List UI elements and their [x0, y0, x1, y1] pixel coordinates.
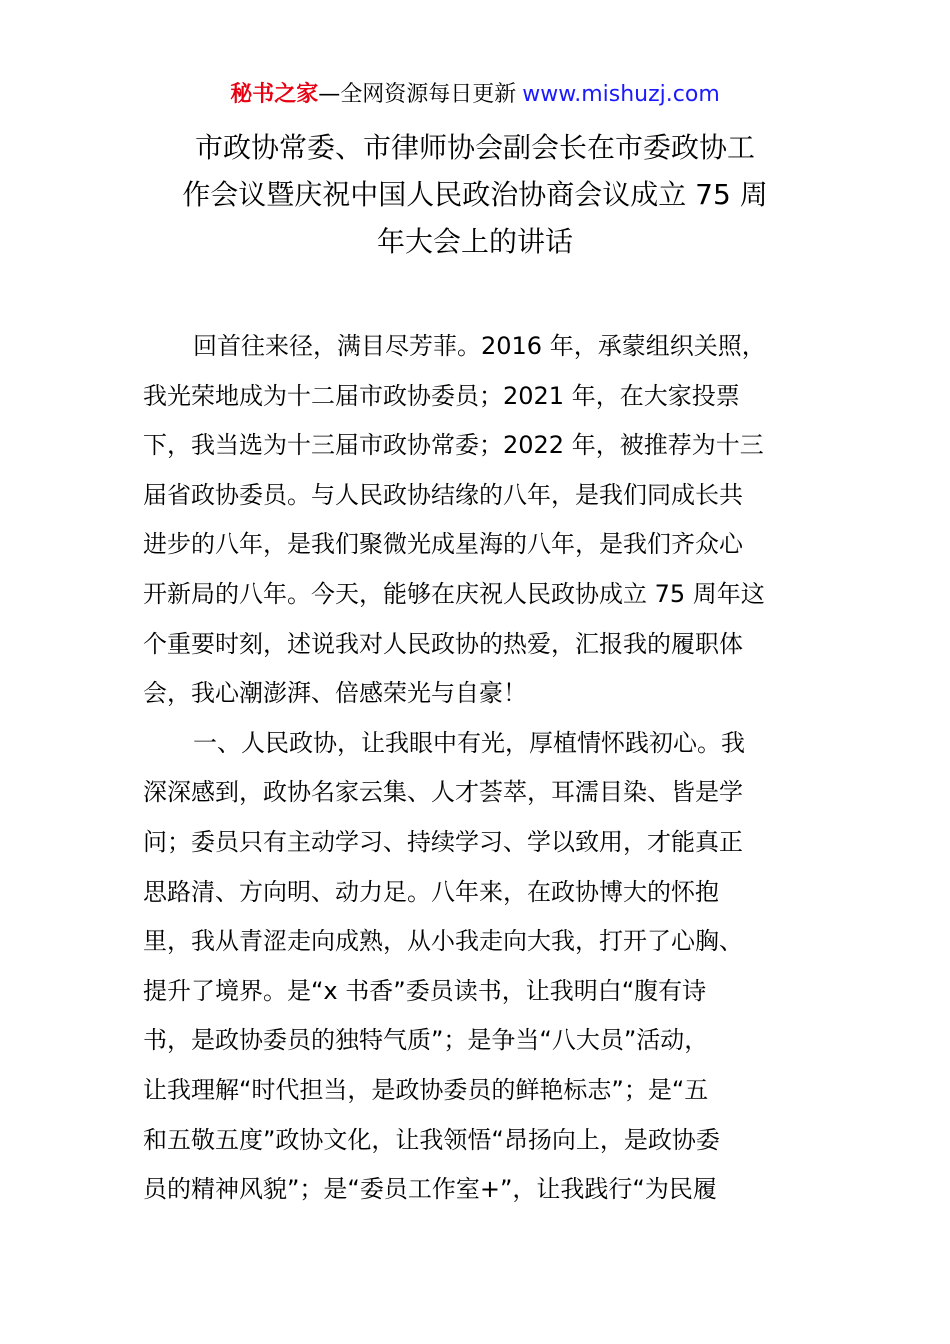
document-title — [130, 124, 820, 265]
paragraph-line: 提升了境界。是“x 书香”委员读书，让我明白“腹有诗 — [143, 976, 707, 1005]
brand-name: 秘书之家 — [230, 82, 319, 107]
paragraph-line: 一、人民政协，让我眼中有光，厚植情怀践初心。我 — [193, 728, 745, 757]
paragraph-line: 深深感到，政协名家云集、人才荟萃，耳濡目染、皆是学 — [143, 778, 743, 807]
paragraph-line: 里，我从青涩走向成熟，从小我走向大我，打开了心胸、 — [143, 927, 743, 956]
site-link[interactable]: www.mishuzj.com — [522, 82, 720, 107]
paragraph-line: 我光荣地成为十二届市政协委员；2021 年，在大家投票 — [143, 381, 740, 410]
paragraph-line: 个重要时刻，述说我对人民政协的热爱，汇报我的履职体 — [143, 629, 743, 658]
title-line: 作会议暨庆祝中国人民政治协商会议成立 75 周 — [182, 178, 768, 211]
paragraph-line: 会，我心潮澎湃、倍感荣光与自豪！ — [143, 679, 527, 708]
site-header — [0, 78, 950, 112]
paragraph-line: 进步的八年，是我们聚微光成星海的八年，是我们齐众心 — [143, 530, 743, 559]
paragraph-line: 思路清、方向明、动力足。八年来，在政协博大的怀抱 — [143, 877, 719, 906]
paragraph-line: 开新局的八年。今天，能够在庆祝人民政协成立 75 周年这 — [143, 579, 765, 608]
header-tagline: —全网资源每日更新 — [318, 82, 517, 107]
paragraph-line: 问；委员只有主动学习、持续学习、学以致用，才能真正 — [143, 827, 743, 856]
paragraph-line: 让我理解“时代担当，是政协委员的鲜艳标志”；是“五 — [143, 1075, 709, 1104]
document-body — [143, 322, 813, 1215]
paragraph-line: 员的精神风貌”；是“委员工作室+”，让我践行“为民履 — [143, 1175, 717, 1204]
paragraph-line: 和五敬五度”政协文化，让我领悟“昂扬向上，是政协委 — [143, 1125, 720, 1154]
title-line: 市政协常委、市律师协会副会长在市委政协工 — [194, 131, 755, 164]
paragraph-line: 书，是政协委员的独特气质”；是争当“八大员”活动， — [143, 1026, 709, 1055]
paragraph-line: 届省政协委员。与人民政协结缘的八年，是我们同成长共 — [143, 480, 743, 509]
title-line: 年大会上的讲话 — [376, 225, 573, 258]
paragraph-line: 回首往来径，满目尽芳菲。2016 年，承蒙组织关照， — [193, 332, 766, 360]
paragraph-line: 下，我当选为十三届市政协常委；2022 年，被推荐为十三 — [143, 431, 764, 460]
